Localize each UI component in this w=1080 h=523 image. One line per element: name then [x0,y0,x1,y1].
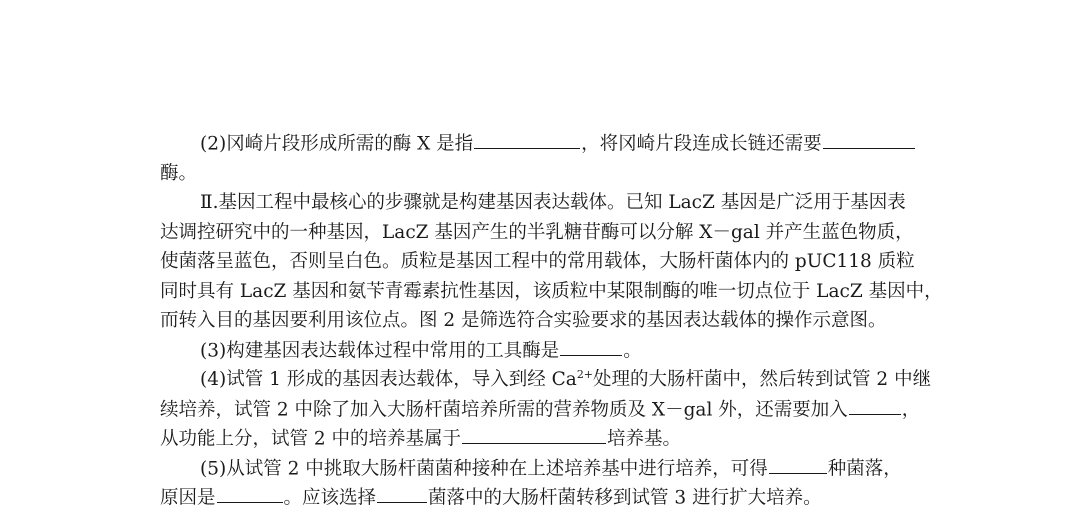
q5-line-2: 原因是 。应该选择 菌落中的大肠杆菌转移到试管 3 进行扩大培养。 [160,483,930,513]
answer-blank[interactable] [474,129,580,149]
answer-blank[interactable] [823,129,915,149]
part2-line-3: 使菌落呈蓝色，否则呈白色。质粒是基因工程中的常用载体，大肠杆菌体内的 pUC118 质粒 [160,251,915,272]
answer-blank[interactable] [377,483,427,503]
q2-line-2: 酶。 [160,162,198,184]
q3-line: (3)构建基因表达载体过程中常用的工具酶是 。 [160,336,930,366]
q2-line-1: (2)冈崎片段形成所需的酶 X 是指 ，将冈崎片段连成长链还需要 [160,129,930,159]
part2-line-5: 而转入目的基因要利用该位点。图 2 是筛选符合实验要求的基因表达载体的操作示意图。 [160,310,887,331]
q4-line-1: (4)试管 1 形成的基因表达载体，导入到经 $Ca^{2+}$处理的大肠杆菌中，然后转到试管 2 中继 [200,368,932,390]
question-text [160,129,943,513]
q5-line-1: (5)从试管 2 中挑取大肠杆菌菌种接种在上述培养基中进行培养，可得 种菌落， [160,454,930,484]
answer-blank[interactable] [217,483,283,503]
part2-line-2: 达调控研究中的一种基因，LacZ 基因产生的半乳糖苷酶可以分解 X－gal 并产生蓝色物质， [160,221,914,243]
answer-blank[interactable] [849,395,901,415]
answer-blank[interactable] [560,336,622,356]
part2-line-1: Ⅱ.基因工程中最核心的步骤就是构建基因表达载体。已知 LacZ 基因是广泛用于基因表 [200,192,906,213]
answer-blank[interactable] [462,424,606,444]
part2-line-4: 同时具有 LacZ 基因和氨苄青霉素抗性基因，该质粒中某限制酶的唯一切点位于 LacZ 基因中， [160,280,943,302]
answer-blank[interactable] [769,454,827,474]
q4-line-3: 从功能上分，试管 2 中的培养基属于 培养基。 [160,424,930,454]
q4-line-2: 续培养，试管 2 中除了加入大肠杆菌培养所需的营养物质及 X－gal 外，还需要加入 ， [160,395,930,425]
